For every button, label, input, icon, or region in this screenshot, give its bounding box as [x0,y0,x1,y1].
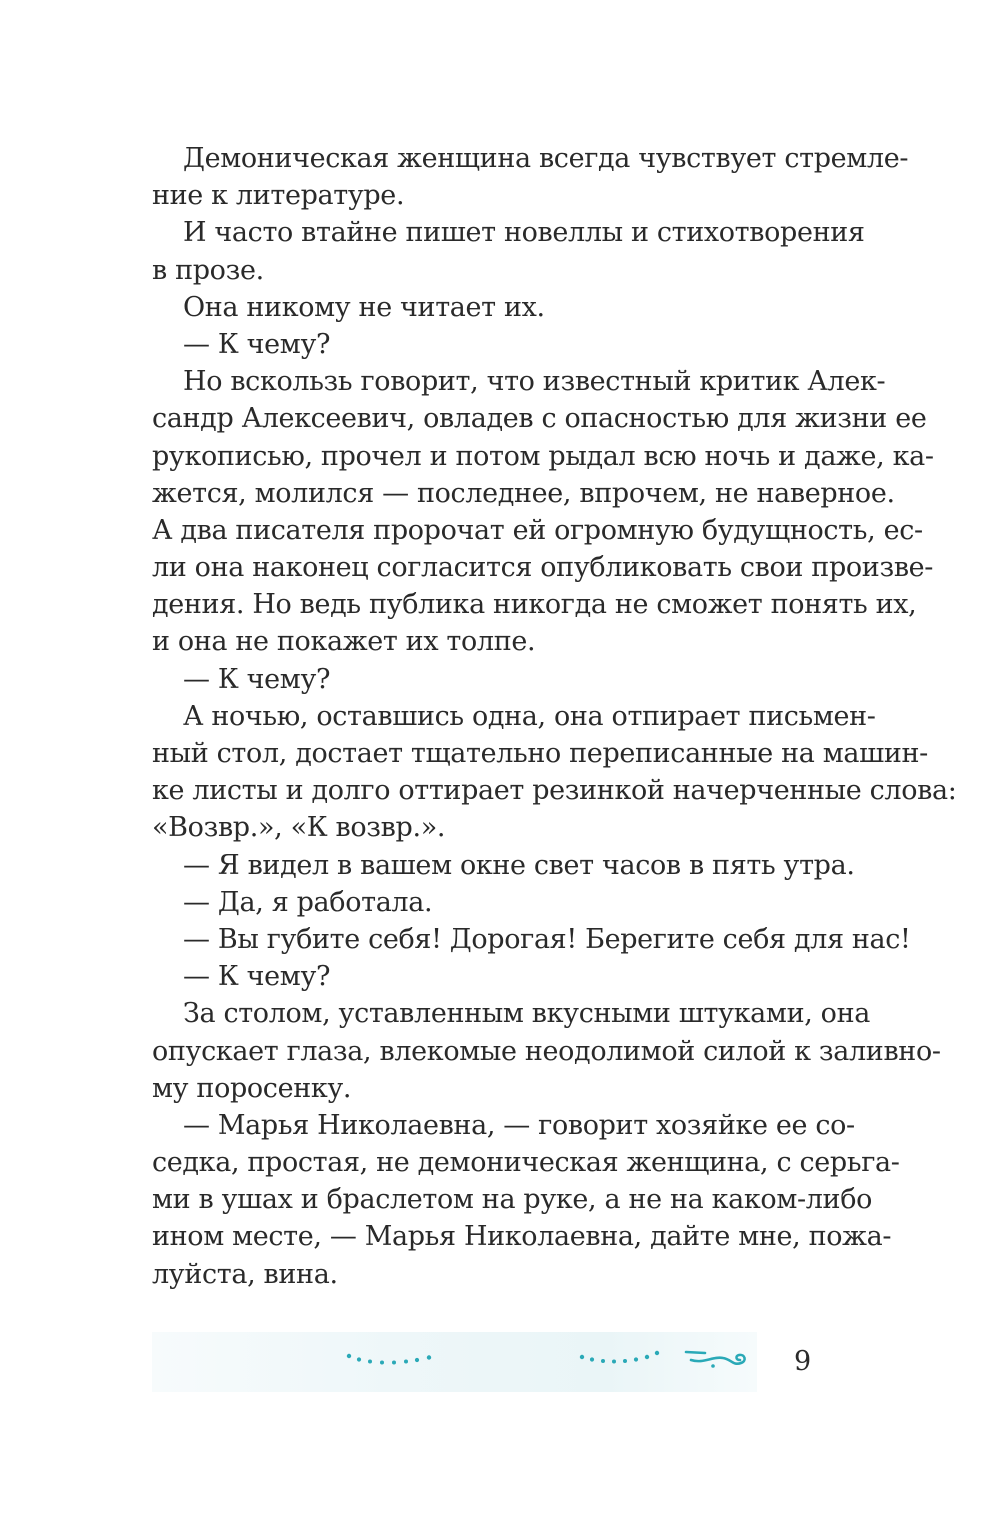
text-line-18: ке листы и долго оттирает резинкой начерченные слова: [152,775,957,807]
text-line-19: «Возвр.», «К возвр.». [152,812,446,844]
text-line-26: му поросенку. [152,1072,352,1104]
text-line-14: и она не покажет их толпе. [152,626,536,658]
text-line-15: — К чему? [183,663,331,695]
text-line-17: ный стол, достает тщательно переписанные на машин- [152,738,928,769]
text-line-23: — К чему? [183,961,331,993]
text-line-16: А ночью, оставшись одна, она отпирает письмен- [183,700,876,732]
text-line-24: За столом, уставленным вкусными штуками, она [183,998,870,1030]
text-line-29: ми в ушах и браслетом на руке, а не на каком-либо [152,1184,873,1216]
text-line-1: Демоническая женщина всегда чувствует стремле- [183,143,909,174]
text-line-22: — Вы губите себя! Дорогая! Берегите себя для нас! [183,923,911,955]
text-line-8: сандр Алексеевич, овладев с опасностью для жизни ее [152,403,927,435]
text-line-5: Она никому не читает их. [183,291,545,323]
text-line-21: — Да, я работала. [183,886,433,918]
page-number: 9 [794,1346,812,1377]
text-line-2: ние к литературе. [152,180,405,212]
swirl-flourish-icon [683,1346,753,1374]
footer-decorative-band [152,1332,757,1392]
text-line-3: И часто втайне пишет новеллы и стихотворения [183,217,865,249]
text-line-27: — Марья Николаевна, — говорит хозяйке ее со- [183,1109,855,1141]
text-line-11: А два писателя пророчат ей огромную будущность, ес- [152,514,923,546]
text-line-4: в прозе. [152,254,264,286]
text-line-10: жется, молился — последнее, впрочем, не наверное. [152,477,895,509]
dotted-flourish-left-icon [345,1346,440,1374]
text-line-31: луйста, вина. [152,1258,338,1290]
text-line-25: опускает глаза, влекомые неодолимой силой к заливно- [152,1035,941,1067]
text-line-9: рукописью, прочел и потом рыдал всю ночь и даже, ка- [152,440,934,472]
dotted-flourish-right-icon [578,1346,666,1374]
body-text [152,140,957,1293]
text-line-13: дения. Но ведь публика никогда не сможет понять их, [152,589,917,621]
text-line-20: — Я видел в вашем окне свет часов в пять утра. [183,849,855,881]
text-line-28: седка, простая, не демоническая женщина, с серьга- [152,1147,900,1179]
text-line-7: Но вскользь говорит, что известный критик Алек- [183,366,886,398]
text-line-30: ином месте, — Марья Николаевна, дайте мне, пожа- [152,1221,892,1253]
text-line-6: — К чему? [183,328,331,360]
text-line-12: ли она наконец согласится опубликовать свои произве- [152,552,934,584]
